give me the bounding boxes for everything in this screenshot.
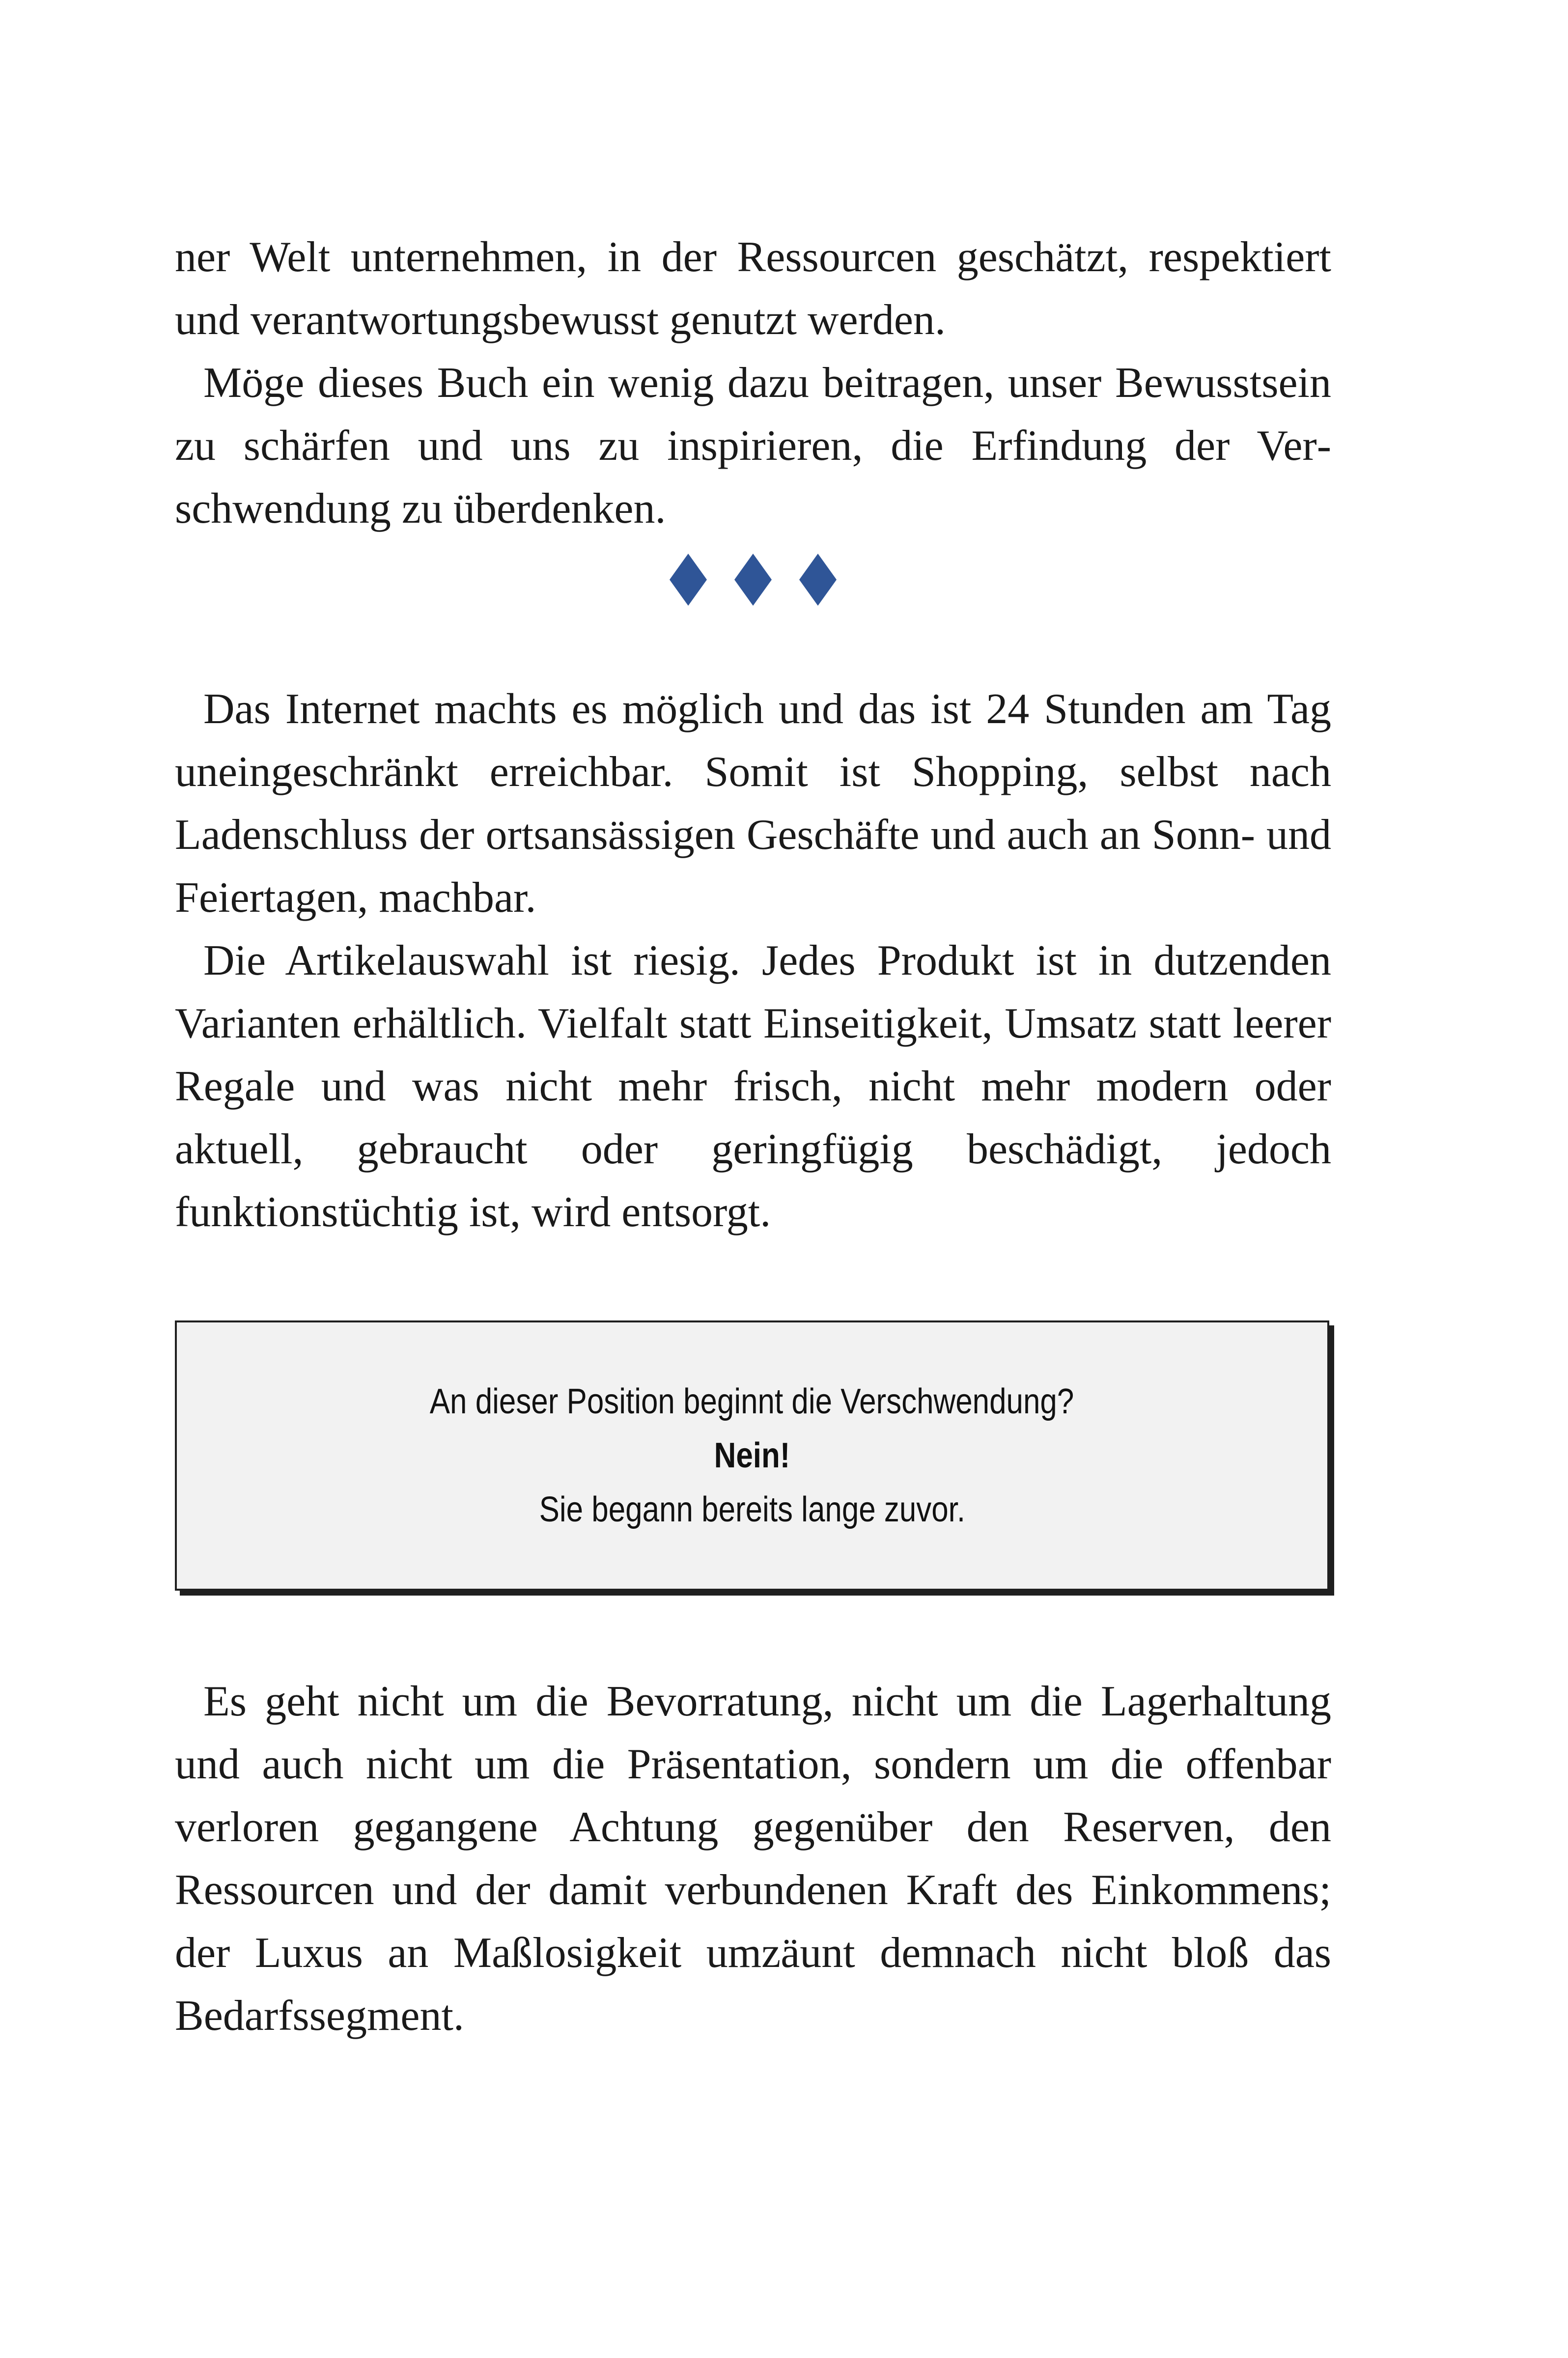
callout-answer: Nein! [714,1436,790,1475]
callout-explanation: Sie begann bereits lange zuvor. [539,1490,965,1529]
middle-text-section [175,678,1331,1244]
section-divider [175,550,1331,609]
paragraph-internet-shopping: Das Internet machts es möglich und das ist 24 Stunden am Tag uneingeschränkt erreichbar. Somit ist Shopping, selbst nach Ladenschluss der ortsansässigen Geschäfte und auch an Sonn- und Feiertagen, machbar. [175,685,1331,922]
paragraph-product-selection: Die Artikelauswahl ist riesig. Jedes Produkt ist in dutzenden Varianten erhältlich. Vielfalt statt Einseitigkeit, Umsatz statt leerer Regale und was nicht mehr frisch, nicht mehr modern oder aktuell, gebraucht oder geringfügig beschädigt, jedoch funktionstüchtig ist, wird entsorgt. [175,937,1331,1236]
diamond-icon [798,553,838,607]
top-text-section [175,226,1331,540]
paragraph-continued: ner Welt unternehmen, in der Ressourcen geschätzt, respektiert und verantwortungsbewusst genutzt werden. [175,233,1331,344]
callout-box [175,1320,1329,1591]
paragraph-book-wish: Möge dieses Buch ein wenig dazu beitragen, unser Bewusstsein zu schärfen und uns zu inspirieren, die Erfindung der Verschwendung zu überdenken. [175,359,1331,533]
diamond-icon [733,553,773,607]
book-page [175,0,1331,2358]
diamond-icon [669,553,708,607]
callout-question: An dieser Position beginnt die Verschwendung? [430,1382,1074,1421]
paragraph-respect-resources: Es geht nicht um die Bevorratung, nicht um die Lagerhaltung und auch nicht um die Präsentation, sondern um die offenbar verloren gegangene Achtung gegenüber den Reserven, den Ressourcen und der damit verbundenen Kraft des Einkommens; der Luxus an Maßlosigkeit umzäunt demnach nicht bloß das Bedarfssegment. [175,1678,1331,2040]
bottom-text-section [175,1670,1331,2048]
